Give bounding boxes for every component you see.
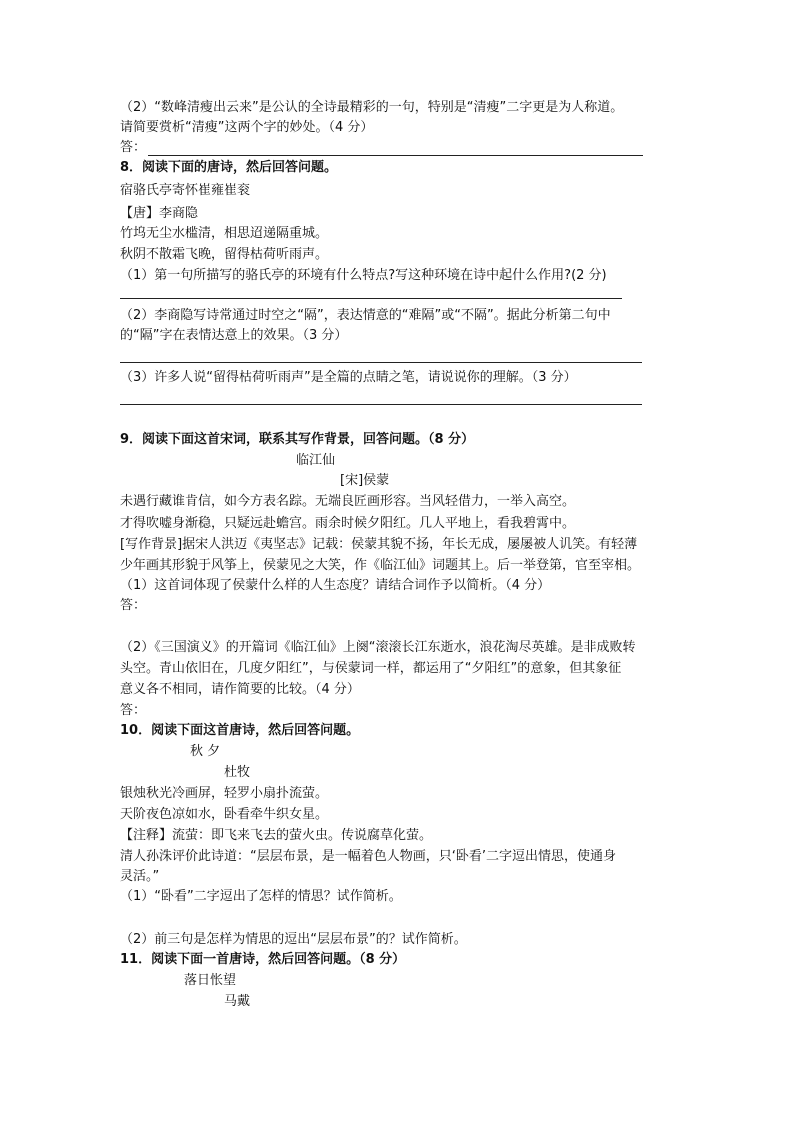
q9-author: [宋]侯蒙 [340,473,390,488]
q10-question1: （1）“卧看”二字逗出了怎样的情思？试作简析。 [120,889,402,904]
q8-poem-title: 宿骆氏亭寄怀崔雍崔衮 [120,183,251,198]
q10-comment-line1: 清人孙洙评价此诗道：“层层布景，是一幅着色人物画，只‘卧看’二字逗出情思，使通身 [120,849,617,864]
q8-question2-line2: 的“隔”字在表情达意上的效果。（3 分） [120,328,348,343]
answer-line [120,404,642,405]
q9-background-line1: [写作背景]据宋人洪迈《夷坚志》记载：侯蒙其貌不扬，年长无成，屡屡被人讥笑。有轻薄 [120,537,638,552]
q8-question1: （1）第一句所描写的骆氏亭的环境有什么特点?写这种环境在诗中起什么作用?(2 分) [120,268,607,283]
q9-answer-label2: 答： [120,703,147,718]
answer-line [120,298,622,299]
q8-poem-line2: 秋阴不散霜飞晚，留得枯荷听雨声。 [120,247,329,262]
q10-heading: 10．阅读下面这首唐诗，然后回答问题。 [120,723,360,738]
q10-poem-line1: 银烛秋光冷画屏，轻罗小扇扑流萤。 [120,786,329,801]
q9-question2-line2: 头空。青山依旧在，几度夕阳红”，与侯蒙词一样，都运用了“夕阳红”的意象，但其象征 [120,661,622,676]
q7-answer-label: 答： [120,140,147,155]
q9-poem-title: 临江仙 [296,453,336,468]
q8-question3: （3）许多人说“留得枯荷听雨声”是全篇的点睛之笔，请说说你的理解。（3 分） [120,370,577,385]
q10-author: 杜牧 [224,765,251,780]
q10-comment-line2: 灵活。” [120,869,160,884]
q8-question2-line1: （2）李商隐写诗常通过时空之“隔”，表达情意的“难隔”或“不隔”。据此分析第二句中 [120,308,611,323]
q8-heading: 8．阅读下面的唐诗，然后回答问题。 [120,160,338,175]
q9-question2-line1: （2）《三国演义》的开篇词《临江仙》上阕“滚滚长江东逝水，浪花淘尽英雄。是非成败转 [120,640,636,655]
q9-poem-line2: 才得吹嘘身渐稳，只疑远赴蟾宫。雨余时候夕阳红。几人平地上，看我碧霄中。 [120,516,576,531]
q11-poem-title: 落日怅望 [184,973,237,988]
q10-poem-line2: 天阶夜色凉如水，卧看牵牛织女星。 [120,807,329,822]
q10-note: 【注释】流萤：即飞来飞去的萤火虫。传说腐草化萤。 [120,828,433,843]
q7-sub2-line1: （2）“数峰清瘦出云来”是公认的全诗最精彩的一句，特别是“清瘦”二字更是为人称道。 [120,100,624,115]
q7-sub2-line2: 请简要赏析“清瘦”这两个字的妙处。（4 分） [120,120,374,135]
q9-heading: 9．阅读下面这首宋词，联系其写作背景，回答问题。（8 分） [120,432,475,447]
answer-line [120,362,642,363]
q10-poem-title: 秋 夕 [190,744,221,759]
q8-author: 【唐】李商隐 [120,206,199,221]
q11-author: 马戴 [224,994,251,1009]
q8-poem-line1: 竹坞无尘水槛清，相思迢递隔重城。 [120,226,329,241]
answer-line [148,155,643,156]
q9-answer-label: 答： [120,598,147,613]
q9-question2-line3: 意义各不相同，请作简要的比较。（4 分） [120,682,360,697]
q10-question2: （2）前三句是怎样为情思的逗出“层层布景”的？试作简析。 [120,932,467,947]
q9-background-line2: 少年画其形貌于风筝上，侯蒙见之大笑，作《临江仙》词题其上。后一举登第，官至宰相。 [120,558,641,573]
q11-heading: 11．阅读下面一首唐诗，然后回答问题。（8 分） [120,952,406,967]
q9-poem-line1: 未遇行藏谁肯信，如今方表名踪。无端良匠画形容。当风轻借力，一举入高空。 [120,494,576,509]
q9-question1: （1）这首词体现了侯蒙什么样的人生态度？请结合词作予以简析。（4 分） [120,578,551,593]
